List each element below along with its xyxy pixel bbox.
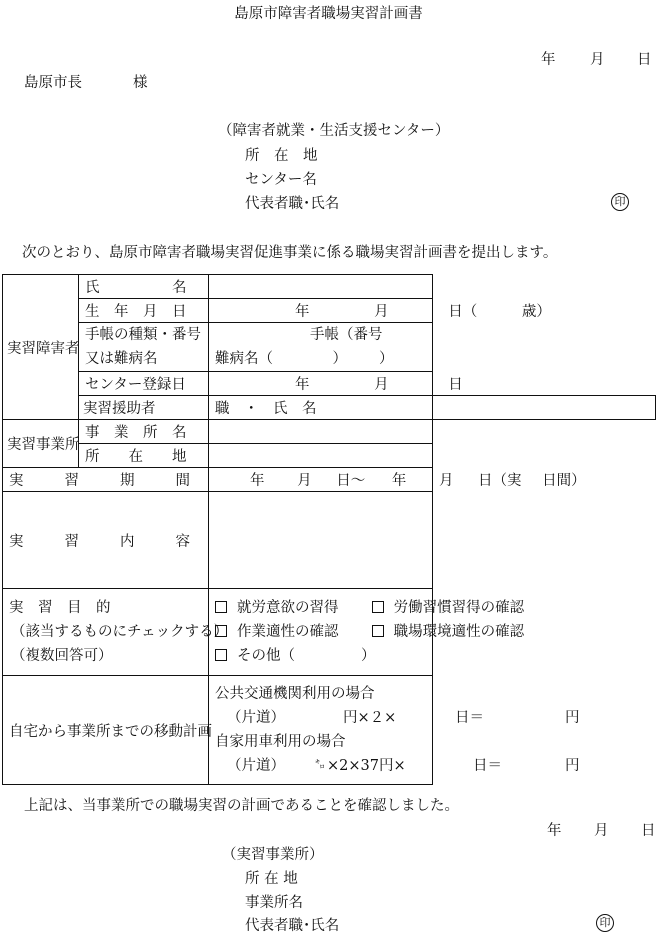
applicant-address-label: 所 在 地 <box>245 148 318 164</box>
assistant-value-cell[interactable] <box>432 396 656 420</box>
center-reg-day: 日 <box>448 377 463 393</box>
confirmation-text: 上記は、当事業所での職場実習の計画であることを確認しました。 <box>24 798 459 814</box>
handbook-prefix: 手帳（番号 <box>310 327 383 343</box>
addressee-name: 島原市長 <box>24 75 82 91</box>
handbook-close: ） <box>379 351 394 367</box>
table-row <box>3 676 656 785</box>
checkbox-icon[interactable] <box>372 601 384 613</box>
intro-text: 次のとおり、島原市障害者職場実習促進事業に係る職場実習計画書を提出します。 <box>22 245 558 261</box>
commute-value-cell[interactable] <box>209 676 580 785</box>
table-row <box>3 589 656 676</box>
birth-label: 生 年 月 日 <box>79 299 209 323</box>
trainee-group-label: 実習障害者 <box>3 275 79 420</box>
disease-prefix: 難病名（ <box>215 351 273 367</box>
birth-year: 年 <box>295 304 310 320</box>
center-reg-value-cell[interactable] <box>209 372 463 396</box>
table-row <box>3 468 656 492</box>
table-row <box>3 299 656 323</box>
date-year: 年 <box>541 52 556 68</box>
handbook-value-cell[interactable] <box>209 323 433 372</box>
site-sign-name-label: 事業所名 <box>245 895 303 911</box>
checkbox-icon[interactable] <box>215 625 227 637</box>
checkbox-icon[interactable] <box>215 601 227 613</box>
purpose-label <box>3 589 229 676</box>
site-name-label: 事 業 所 名 <box>79 420 209 444</box>
plan-table <box>2 274 656 785</box>
seal-icon: 印 <box>596 914 614 932</box>
applicant-rep-label: 代表者職･氏名 <box>245 196 340 212</box>
handbook-label-line1: 手帳の種類・番号 <box>85 327 201 343</box>
table-row <box>3 444 656 468</box>
commute-car-line: （片道） ㌔ ×2×37円× 日＝ 円 <box>227 758 580 774</box>
site-address-value-cell[interactable] <box>209 444 433 468</box>
handbook-label-line2: 又は難病名 <box>85 351 158 367</box>
birth-month: 月 <box>374 304 389 320</box>
period-d1: 日～ <box>336 473 366 489</box>
birth-day: 日（ <box>448 304 478 320</box>
purpose-label-line3: （複数回答可） <box>11 648 113 664</box>
purpose-option-aptitude: 作業適性の確認 <box>237 624 339 640</box>
site-address-label: 所 在 地 <box>79 444 209 468</box>
purpose-option-environment: 職場環境適性の確認 <box>393 624 525 640</box>
table-row <box>3 396 656 420</box>
purpose-option-other: その他（ <box>237 648 295 664</box>
footer-date-day: 日 <box>641 823 656 839</box>
table-row <box>3 275 656 299</box>
period-label: 実 習 期 間 <box>3 468 209 492</box>
period-m1: 月 <box>297 473 312 489</box>
purpose-option-motivation: 就労意欲の習得 <box>237 600 339 616</box>
date-month: 月 <box>590 52 605 68</box>
period-value-cell[interactable] <box>209 468 586 492</box>
table-row <box>3 372 656 396</box>
site-sign-rep-label: 代表者職･氏名 <box>245 918 340 934</box>
applicant-center-label: センター名 <box>245 172 317 188</box>
purpose-options-cell <box>209 589 525 676</box>
site-name-value-cell[interactable] <box>209 420 433 444</box>
handbook-label <box>79 323 209 372</box>
center-reg-year: 年 <box>295 377 310 393</box>
page-title: 島原市障害者職場実習計画書 <box>234 6 423 22</box>
name-value-cell[interactable] <box>209 275 433 299</box>
disease-close: ） <box>332 351 347 367</box>
footer-date-year: 年 <box>547 823 562 839</box>
site-group-label: 実習事業所 <box>3 420 79 468</box>
center-reg-label: センター登録日 <box>79 372 209 396</box>
name-label: 氏 名 <box>79 275 209 299</box>
period-days: 日間） <box>542 473 586 489</box>
checkbox-icon[interactable] <box>372 625 384 637</box>
footer-date-month: 月 <box>594 823 609 839</box>
assistant-group-label: 実習援助者 <box>79 396 209 420</box>
birth-value-cell[interactable] <box>209 299 551 323</box>
purpose-other-close: ） <box>361 648 376 664</box>
commute-public-line: （片道） 円×２× 日＝ 円 <box>227 710 580 726</box>
birth-age: 歳） <box>521 304 551 320</box>
period-y2: 年 <box>391 473 407 489</box>
applicant-org: （障害者就業・生活支援センター） <box>218 123 450 139</box>
commute-car-title: 自家用車利用の場合 <box>215 734 346 750</box>
addressee-honorific: 様 <box>133 75 148 91</box>
content-label: 実 習 内 容 <box>3 492 209 589</box>
checkbox-icon[interactable] <box>215 649 227 661</box>
purpose-option-work-habits: 労働習慣習得の確認 <box>393 600 525 616</box>
period-y1: 年 <box>250 473 265 489</box>
table-row <box>3 492 656 589</box>
assistant-label: 職 ・ 氏 名 <box>209 396 433 420</box>
table-row <box>3 420 656 444</box>
seal-icon: 印 <box>611 193 629 211</box>
table-row <box>3 323 656 372</box>
site-sign-org: （実習事業所） <box>222 847 324 863</box>
commute-public-title: 公共交通機関利用の場合 <box>215 686 375 702</box>
period-d2: 日（実 <box>478 473 522 489</box>
purpose-label-line2: （該当するものにチェックする） <box>11 624 229 640</box>
period-m2: 月 <box>438 473 454 489</box>
center-reg-month: 月 <box>374 377 389 393</box>
site-sign-address-label: 所 在 地 <box>245 871 298 887</box>
date-day: 日 <box>637 52 652 68</box>
purpose-label-line1: 実 習 目 的 <box>9 600 111 616</box>
content-value-cell[interactable] <box>209 492 433 589</box>
commute-label: 自宅から事業所までの移動計画 <box>3 676 209 785</box>
